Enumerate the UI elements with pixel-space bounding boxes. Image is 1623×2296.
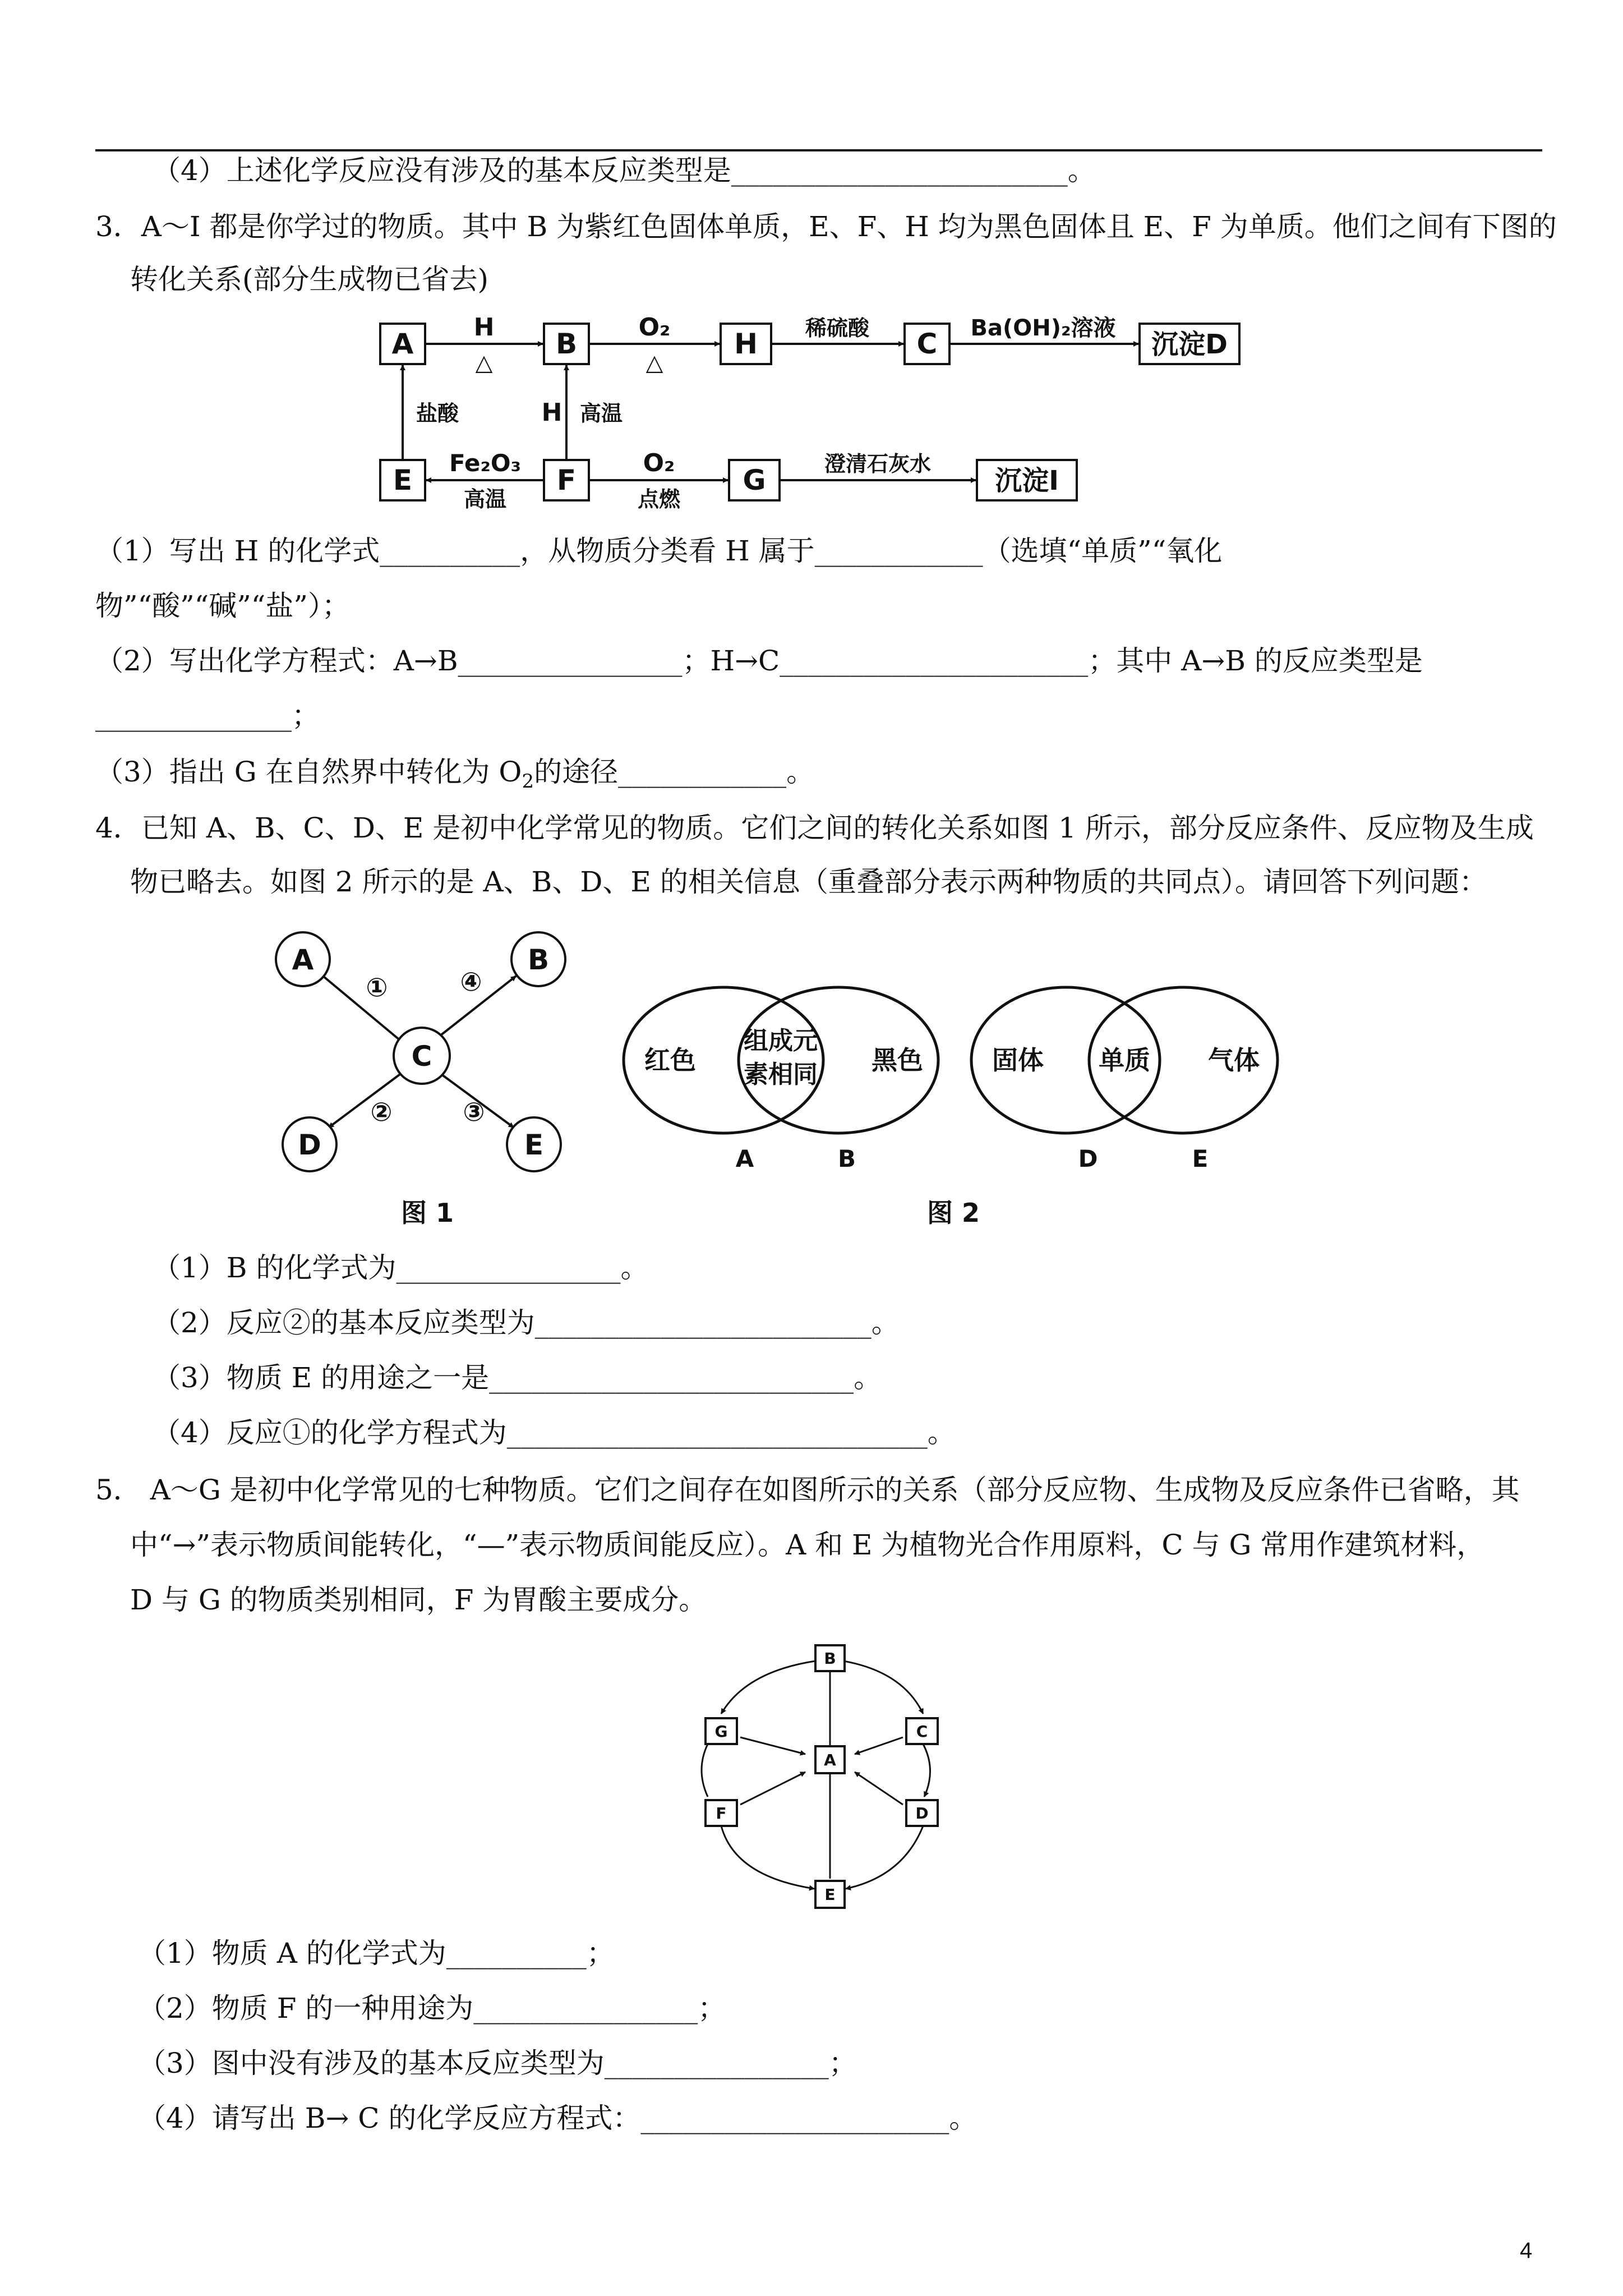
q3-label-fe2o3: Fe₂O₃ [449,449,521,477]
q3-node-a-label: A [391,328,414,360]
q3-node-g-label: G [743,464,766,496]
q4-venn-same-elem-2: 素相同 [744,1060,818,1089]
q5-intro-line3: D 与 G 的物质类别相同，F 为胃酸主要成分。 [130,1584,707,1616]
q3-part2-line1: （2）写出化学方程式：A→B________________；H→C______________________；其中 A→B 的反应类型是 [95,645,1423,677]
q5-node-b-label: B [824,1649,836,1668]
q3-node-e-label: E [393,464,413,496]
q3-label-heat-bh: △ [645,350,663,376]
q4-venn-label-a: A [735,1145,754,1172]
q4-venn-element: 单质 [1099,1045,1150,1075]
q4-node-c-label: C [411,1040,432,1073]
q4-figure2 [617,976,1324,1245]
q3-label-o2-bh: O₂ [638,313,671,342]
q3-part1-line1: （1）写出 H 的化学式__________，从物质分类看 H 属于____________（选填“单质”“氧化 [95,535,1223,567]
q3-conversion-diagram [359,309,1267,522]
q3-part2-line2: ______________； [95,700,320,732]
q3-part3: （3）指出 G 在自然界中转化为 $O_2$的途径____________。 [95,756,815,793]
q4-venn-solid: 固体 [992,1045,1044,1075]
q4-venn-label-d: D [1078,1145,1098,1172]
q3-label-heat-ab: △ [475,350,493,376]
q4-mark-4: ④ [460,967,482,997]
q4-intro-line1: 4．已知 A、B、C、D、E 是初中化学常见的物质。它们之间的转化关系如图 1 所示，部分反应条件、反应物及生成 [95,812,1534,844]
q4-venn-red: 红色 [644,1045,696,1075]
q5-node-c-label: C [916,1722,928,1741]
q4-venn-same-elem-1: 组成元 [744,1027,818,1055]
q4-part2: （2）反应②的基本反应类型为________________________。 [153,1306,900,1339]
q3-label-limewater: 澄清石灰水 [824,452,932,476]
q3-label-sulfuric-acid: 稀硫酸 [805,316,870,341]
q4-venn-gas: 气体 [1208,1045,1260,1075]
q3-label-high-temp-fe: 高温 [463,487,507,512]
q4-part4: （4）反应①的化学方程式为______________________________。 [153,1416,956,1449]
q3-label-high-temp-fb: 高温 [579,401,623,426]
q5-node-d-label: D [915,1804,929,1823]
q3-intro-line1: 3．A～I 都是你学过的物质。其中 B 为紫红色固体单质，E、F、H 均为黑色固体且 E、F 为单质。他们之间有下图的 [95,210,1557,243]
q3-node-d-label: 沉淀D [1151,329,1228,360]
q3-label-h-top: H [473,313,495,342]
q4-figure1 [275,931,589,1245]
q4-fig2-caption: 图 2 [926,1198,980,1228]
q5-part2: （2）物质 F 的一种用途为________________； [138,1992,726,2024]
q3-node-b-label: B [555,328,578,360]
header-rule [95,149,1542,151]
q4-node-a-label: A [292,944,314,976]
q5-node-e-label: E [824,1885,836,1904]
q4-mark-1: ① [366,972,388,1002]
q5-intro-line1: 5． A～G 是初中化学常见的七种物质。它们之间存在如图所示的关系（部分反应物、生成物及反应条件已省略，其 [95,1474,1520,1506]
q4-venn-label-b: B [837,1145,856,1172]
q4-mark-3: ③ [463,1097,485,1127]
q2-part4: （4）上述化学反应没有涉及的基本反应类型是________________________。 [153,154,1096,187]
q3-label-o2-fg: O₂ [643,449,675,477]
q3-node-c-label: C [916,328,938,360]
q4-venn-black: 黑色 [872,1045,923,1075]
q4-part1: （1）B 的化学式为________________。 [153,1251,649,1284]
q5-node-a-label: A [824,1751,836,1769]
q4-node-d-label: D [298,1129,321,1161]
q3-node-h-label: H [734,328,758,360]
q4-fig1-caption: 图 1 [400,1198,454,1228]
q3-node-f-label: F [556,464,577,496]
q5-node-f-label: F [716,1804,727,1823]
q3-part1-line2: 物”“酸”“碱”“盐”）； [95,590,350,622]
q4-node-b-label: B [527,944,550,976]
q3-label-hcl: 盐酸 [416,401,459,426]
q3-node-i-label: 沉淀I [995,465,1059,496]
q5-relation-diagram [695,1641,953,1916]
q5-part4: （4）请写出 B→ C 的化学反应方程式：______________________。 [138,2102,978,2134]
q3-label-ignite: 点燃 [637,487,681,512]
q3-label-baoh2: Ba(OH)₂溶液 [970,315,1116,341]
q5-part1: （1）物质 A 的化学式为__________； [138,1937,615,1970]
q3-intro-line2: 转化关系(部分生成物已省去) [130,263,489,296]
q4-node-e-label: E [524,1129,544,1161]
q4-venn-label-e: E [1192,1145,1209,1172]
q3-label-h-side: H [541,398,562,427]
q4-intro-line2: 物已略去。如图 2 所示的是 A、B、D、E 的相关信息（重叠部分表示两种物质的共同点）。请回答下列问题： [130,866,1487,898]
q4-part3: （3）物质 E 的用途之一是__________________________。 [153,1361,882,1394]
q5-intro-line2: 中“→”表示物质间能转化，“—”表示物质间能反应）。A 和 E 为植物光合作用原料，C 与 G 常用作建筑材料， [130,1529,1485,1561]
q5-part3: （3）图中没有涉及的基本反应类型为________________； [138,2047,857,2079]
q4-mark-2: ② [370,1097,393,1127]
q5-node-g-label: G [714,1722,728,1741]
page-number: 4 [1520,2238,1533,2263]
